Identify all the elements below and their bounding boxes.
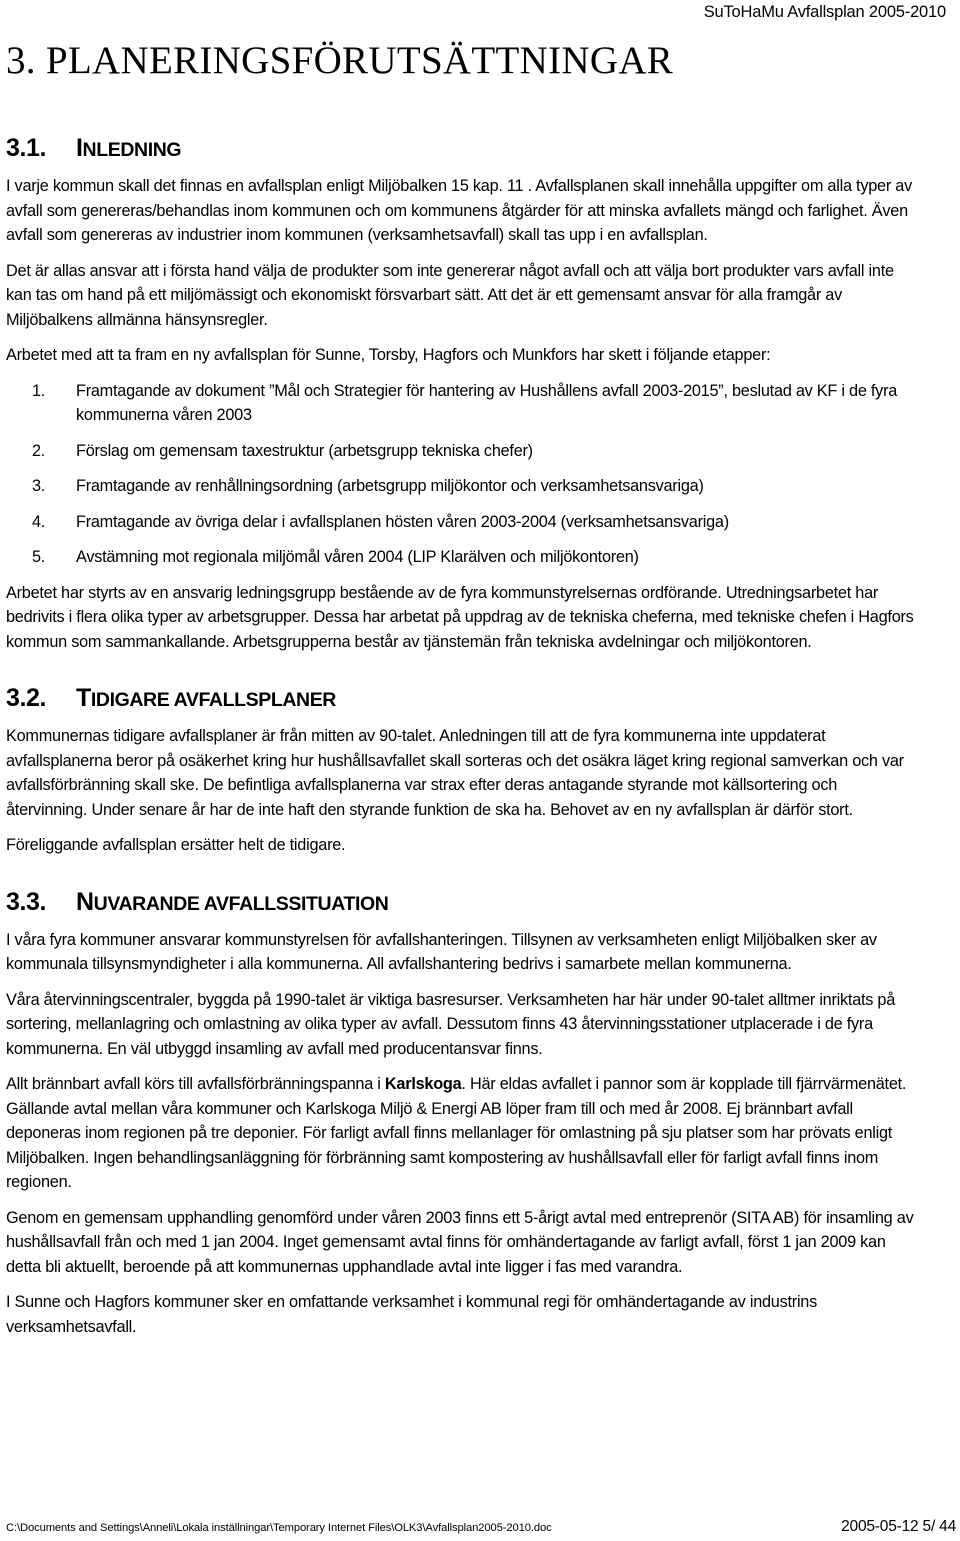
- section-title-initial: I: [76, 134, 83, 162]
- list-text: Framtagande av renhållningsordning (arbetsgrupp miljökontor och verksamhetsansvariga): [76, 477, 704, 495]
- section-title-initial: N: [76, 887, 94, 916]
- list-item: [6, 545, 916, 570]
- section-title-rest: IDIGARE AVFALLSPLANER: [90, 689, 336, 711]
- paragraph: Föreliggande avfallsplan ersätter helt de tidigare.: [6, 836, 346, 854]
- paragraph: Våra återvinningscentraler, byggda på 1990-talet är viktiga basresurser. Verksamheten har här under 90-talet alltmer inriktats på sortering, mellanlagring och omlastning av olika typer av avfall. Dessutom finns 43 återvinningsstationer utplacerade i de fyra kommunerna. En väl utbyggd insamling av avfall med producentansvar finns.: [6, 990, 896, 1058]
- section-title-rest: NLEDNING: [82, 139, 182, 161]
- list-text: Framtagande av övriga delar i avfallsplanen hösten våren 2003-2004 (verksamhetsansvariga): [76, 512, 729, 531]
- section-heading: [6, 683, 916, 715]
- paragraph: I våra fyra kommuner ansvarar kommunstyrelsen för avfallshanteringen. Tillsynen av verksamheten enligt Miljöbalken sker av kommunala tillsynsmyndigheter i alla kommunerna. All avfallshantering bedrivs i samarbete mellan kommunerna.: [6, 930, 877, 973]
- section-nuvarande-avfallssituation: [6, 887, 916, 1340]
- list-number: 5.: [32, 548, 46, 566]
- paragraph: I varje kommun skall det finnas en avfallsplan enligt Miljöbalken 15 kap. 11 . Avfallsplanen skall innehålla uppgifter om alla typer av avfall som genereras/behandlas inom kommunen och om kommunens åtgärder för att minska avfallets mängd och farlighet. Även avfall som genereras av industrier inom kommunen (verksamhetsavfall) skall tas upp i en avfallsplan.: [6, 177, 912, 244]
- document-body: [6, 133, 916, 1350]
- paragraph: I Sunne och Hagfors kommuner sker en omfattande verksamhet i kommunal regi för omhändertagande av industrins verksamhetsavfall.: [6, 1293, 818, 1336]
- section-title-initial: T: [76, 684, 91, 712]
- bold-place-name: Karlskoga: [384, 1075, 462, 1093]
- running-header: SuToHaMu Avfallsplan 2005-2010: [703, 3, 946, 21]
- list-item: [6, 474, 916, 499]
- paragraph: Arbetet har styrts av en ansvarig ledningsgrupp bestående av de fyra kommunstyrelsernas ordförande. Utredningsarbetet har bedrivits i flera olika typer av arbetsgrupper. Dessa har arbetat på uppdrag av de tekniska cheferna, med tekniske chefen i Hagfors kommun som sammankallande. Arbetsgrupperna består av tjänstemän från tekniska avdelningar och miljökontoren.: [6, 583, 914, 651]
- section-heading: [6, 133, 916, 165]
- list-item: [6, 510, 916, 535]
- list-item: [6, 379, 916, 428]
- section-number: 3.3.: [6, 887, 47, 916]
- stage-list: [6, 379, 916, 570]
- list-text: Avstämning mot regionala miljömål våren 2004 (LIP Klarälven och miljökontoren): [76, 548, 639, 566]
- list-text: Förslag om gemensam taxestruktur (arbetsgrupp tekniska chefer): [76, 441, 533, 460]
- paragraph-text: . Här eldas avfallet i pannor som är kopplade till fjärrvärmenätet. Gällande avtal mellan våra kommuner och Karlskoga Miljö & Energi AB löper fram till och med år 2008. Ej brännbart avfall deponeras inom regionen på tre deponier. För farligt avfall finns mellanlager för omlastning på sju platser som har prövats enligt Miljöbalken. Ingen behandlingsanläggning för förbränning samt kompostering av hushållsavfall eller för farligt avfall finns inom regionen.: [6, 1075, 907, 1191]
- paragraph: Det är allas ansvar att i första hand välja de produkter som inte genererar något avfall och att välja bort produkter vars avfall inte kan tas om hand på ett miljömässigt och ekonomiskt försvarbart sätt. Att det är ett gemensamt ansvar för alla framgår av Miljöbalkens allmänna hänsynsregler.: [6, 261, 894, 329]
- paragraph-text: Allt brännbart avfall körs till avfallsförbränningspanna i: [6, 1075, 385, 1093]
- list-number: 3.: [32, 477, 46, 495]
- section-inledning: [6, 133, 916, 654]
- section-number: 3.1.: [6, 134, 47, 162]
- paragraph: [6, 1072, 916, 1195]
- section-title-rest: UVARANDE AVFALLSSITUATION: [93, 892, 389, 915]
- paragraph: Kommunernas tidigare avfallsplaner är från mitten av 90-talet. Anledningen till att de fyra kommunerna inte uppdaterat avfallsplanerna beror på osäkerhet kring hur hushållsavfallet skall sorteras och det osäkra läget kring regional samverkan och var avfallsförbränning skall ske. De befintliga avfallsplanerna var strax efter deras antagande styrande mot källsortering och återvinning. Under senare år har de inte haft den styrande funktion de ska ha. Behovet av en ny avfallsplan är därför stort.: [6, 727, 904, 819]
- section-number: 3.2.: [6, 684, 47, 712]
- section-tidigare-avfallsplaner: [6, 683, 916, 858]
- list-number: 2.: [32, 441, 46, 460]
- list-text: Framtagande av dokument ”Mål och Strategier för hantering av Hushållens avfall 2003-2015”, beslutad av KF i de fyra kommunerna våren 2003: [76, 381, 898, 424]
- list-item: [6, 439, 916, 464]
- footer-date-page: 2005-05-12 5/ 44: [841, 1518, 956, 1535]
- chapter-title: 3. PLANERINGSFÖRUTSÄTTNINGAR: [6, 39, 674, 82]
- paragraph: Genom en gemensam upphandling genomförd under våren 2003 finns ett 5-årigt avtal med entreprenör (SITA AB) för insamling av hushållsavfall från och med 1 jan 2004. Inget gemensamt avtal finns för omhändertagande av farligt avfall, först 1 jan 2009 kan detta bli aktuellt, beroende på att kommunernas upphandlade avtal inte ligger i fas med varandra.: [6, 1208, 914, 1276]
- section-heading: [6, 887, 916, 919]
- footer-file-path: C:\Documents and Settings\Anneli\Lokala inställningar\Temporary Internet Files\OLK3\Avfallsplan2005-2010.doc: [6, 1522, 552, 1534]
- paragraph: Arbetet med att ta fram en ny avfallsplan för Sunne, Torsby, Hagfors och Munkfors har skett i följande etapper:: [6, 346, 771, 364]
- list-number: 4.: [32, 512, 46, 531]
- list-number: 1.: [32, 381, 46, 400]
